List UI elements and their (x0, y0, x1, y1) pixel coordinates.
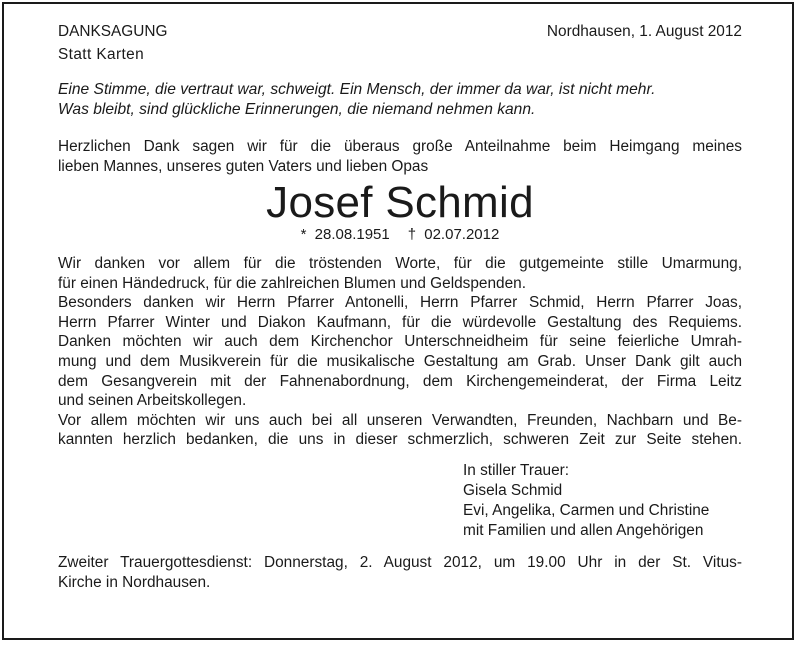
body-line: Wir danken vor allem für die tröstenden Worte, für die gutgemeinte stille Umarmung, (58, 255, 742, 272)
notice-subtitle: Statt Karten (58, 46, 145, 63)
signature-line: Gisela Schmid (463, 481, 563, 499)
signature-heading: In stiller Trauer: (463, 461, 570, 479)
body-line: und seinen Arbeitskollegen. (58, 392, 247, 410)
body-line: Herrn Pfarrer Winter und Diakon Kaufmann, für die würdevolle Gestaltung des Requiems. (58, 313, 742, 331)
place-date: Nordhausen, 1. August 2012 (546, 23, 742, 40)
service-notice (58, 553, 742, 592)
motto-line: Eine Stimme, die vertraut war, schweigt. Ein Mensch, der immer da war, ist nicht mehr. (58, 81, 656, 98)
notice-type-label: DANKSAGUNG (58, 23, 168, 40)
header-row (58, 22, 742, 41)
death-date: † 02.07.2012 (407, 226, 500, 243)
body-line: mung und dem Musikverein für die musikalische Gestaltung am Grab. Unser Dank gilt auch (58, 352, 742, 370)
body-line: Besonders danken wir Herrn Pfarrer Antonelli, Herrn Pfarrer Schmid, Herrn Pfarrer Joas, (58, 294, 742, 312)
body-line: kannten herzlich bedanken, die uns in dieser schmerzlich, schweren Zeit zur Seite stehen. (58, 431, 742, 449)
birth-date: * 28.08.1951 (300, 226, 390, 243)
signature-line: mit Familien und allen Angehörigen (463, 521, 704, 539)
body-line: Danken möchten wir auch dem Kirchenchor Unterschneidheim für seine feierliche Umrah- (58, 333, 742, 351)
life-dates (58, 226, 742, 244)
body-line: Vor allem möchten wir uns auch bei all unseren Verwandten, Freunden, Nachbarn und Be- (58, 411, 742, 429)
signature-line: Evi, Angelika, Carmen und Christine (463, 501, 710, 519)
motto-line: Was bleibt, sind glückliche Erinnerungen, die niemand nehmen kann. (58, 101, 536, 118)
body-line: dem Gesangverein mit der Fahnenabordnung, dem Kirchengemeinderat, der Firma Leitz (58, 372, 742, 390)
motto (58, 80, 742, 120)
intro-line: Herzlichen Dank sagen wir für die überaus große Anteilnahme beim Heimgang meines (58, 138, 742, 155)
body-text (58, 254, 742, 450)
service-line: Zweiter Trauergottesdienst: Donnerstag, 2. August 2012, um 19.00 Uhr in der St. Vitus- (58, 553, 742, 571)
intro-text (58, 137, 742, 176)
deceased-name: Josef Schmid (266, 178, 534, 227)
body-line: für einen Händedruck, für die zahlreichen Blumen und Geldspenden. (58, 274, 527, 292)
obituary-notice (58, 22, 742, 592)
signature-block (463, 461, 742, 541)
intro-line: lieben Mannes, unseres guten Vaters und lieben Opas (58, 157, 429, 175)
service-line: Kirche in Nordhausen. (58, 573, 211, 591)
